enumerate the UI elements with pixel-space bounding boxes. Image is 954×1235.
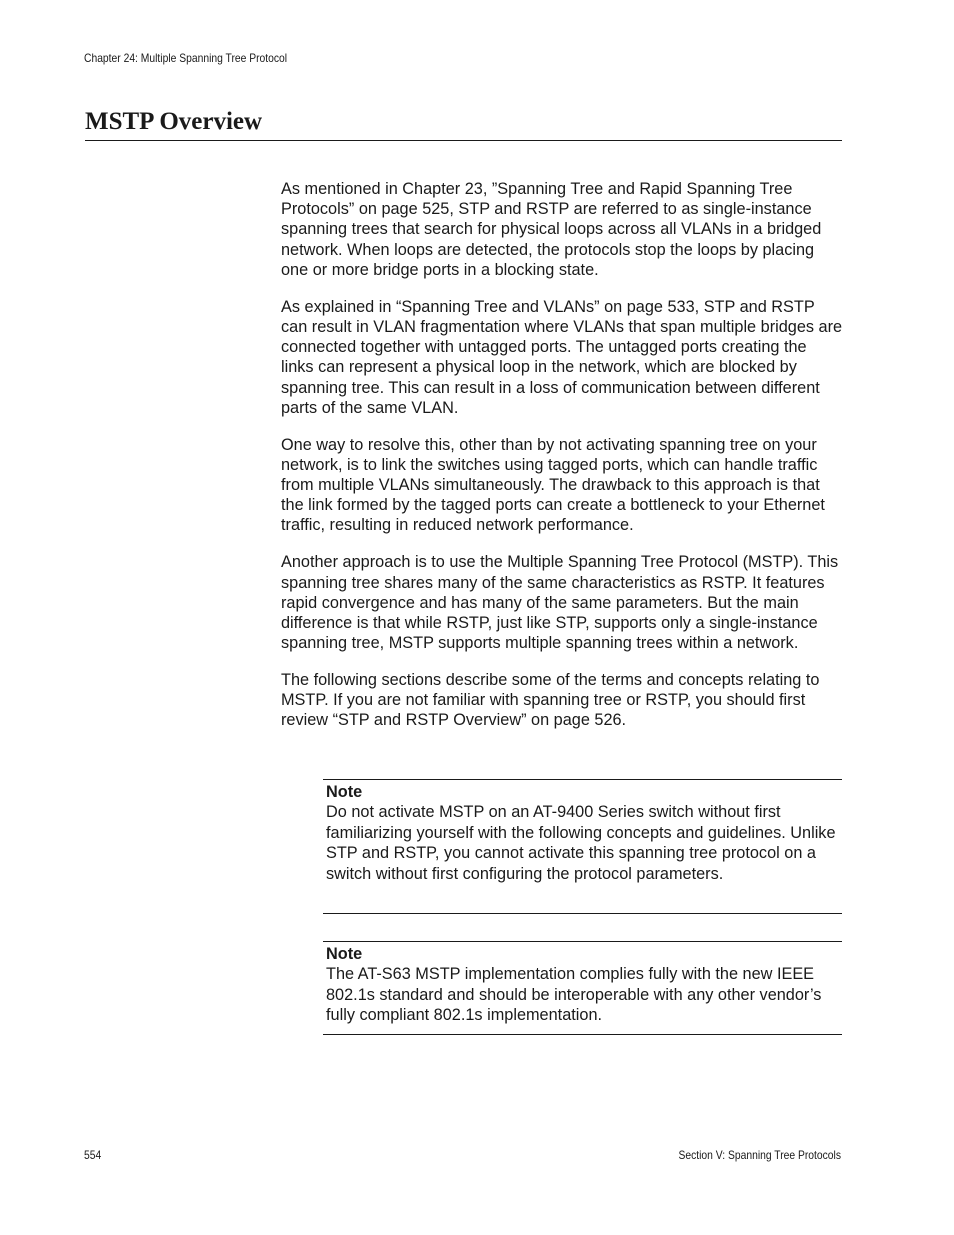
section-title: MSTP Overview (85, 108, 263, 135)
note-label: Note (326, 945, 363, 963)
body-text (281, 179, 843, 747)
paragraph: Another approach is to use the Multiple Spanning Tree Protocol (MSTP). This spanning tree shares many of the same characteristics as RSTP. It features rapid convergence and has many of the same parameters. But the main difference is that while RSTP, just like STP, supports only a single-instance spanning tree, MSTP supports multiple spanning trees within a network. (281, 553, 839, 653)
paragraph: One way to resolve this, other than by not activating spanning tree on your network, is to link the switches using tagged ports, which can handle traffic from multiple VLANs simultaneously. The drawback to this approach is that the link formed by the tagged ports can create a bottleneck to your Ethernet traffic, resulting in reduced network performance. (281, 435, 825, 535)
note-box (323, 941, 842, 1035)
note-box (323, 779, 842, 914)
note-text: The AT-S63 MSTP implementation complies fully with the new IEEE 802.1s standard and should be interoperable with any other vendor’s fully compliant 802.1s implementation. (326, 965, 822, 1025)
paragraph: The following sections describe some of the terms and concepts relating to MSTP. If you are not familiar with spanning tree or RSTP, you should first review “STP and RSTP Overview” on page 526. (281, 671, 820, 730)
paragraph: As explained in “Spanning Tree and VLANs” on page 533, STP and RSTP can result in VLAN fragmentation where VLANs that span multiple bridges are connected together with untagged ports. The untagged ports creating the links can represent a physical loop in the network, which are blocked by spanning tree. This can result in a loss of communication between different parts of the same VLAN. (281, 297, 843, 417)
footer-section-name: Section V: Spanning Tree Protocols (678, 1148, 841, 1162)
running-head: Chapter 24: Multiple Spanning Tree Protocol (84, 51, 288, 65)
title-rule (85, 140, 842, 141)
note-label: Note (326, 783, 363, 801)
page-number: 554 (84, 1148, 102, 1162)
note-text: Do not activate MSTP on an AT-9400 Series switch without first familiarizing yourself with the following concepts and guidelines. Unlike STP and RSTP, you cannot activate this spanning tree protocol on a switch without first configuring the protocol parameters. (326, 803, 836, 883)
paragraph: As mentioned in Chapter 23, ”Spanning Tree and Rapid Spanning Tree Protocols” on page 525, STP and RSTP are referred to as single-instance spanning trees that search for physical loops across all VLANs in a bridged network. When loops are detected, the protocols stop the loops by placing one or more bridge ports in a blocking state. (281, 180, 822, 279)
